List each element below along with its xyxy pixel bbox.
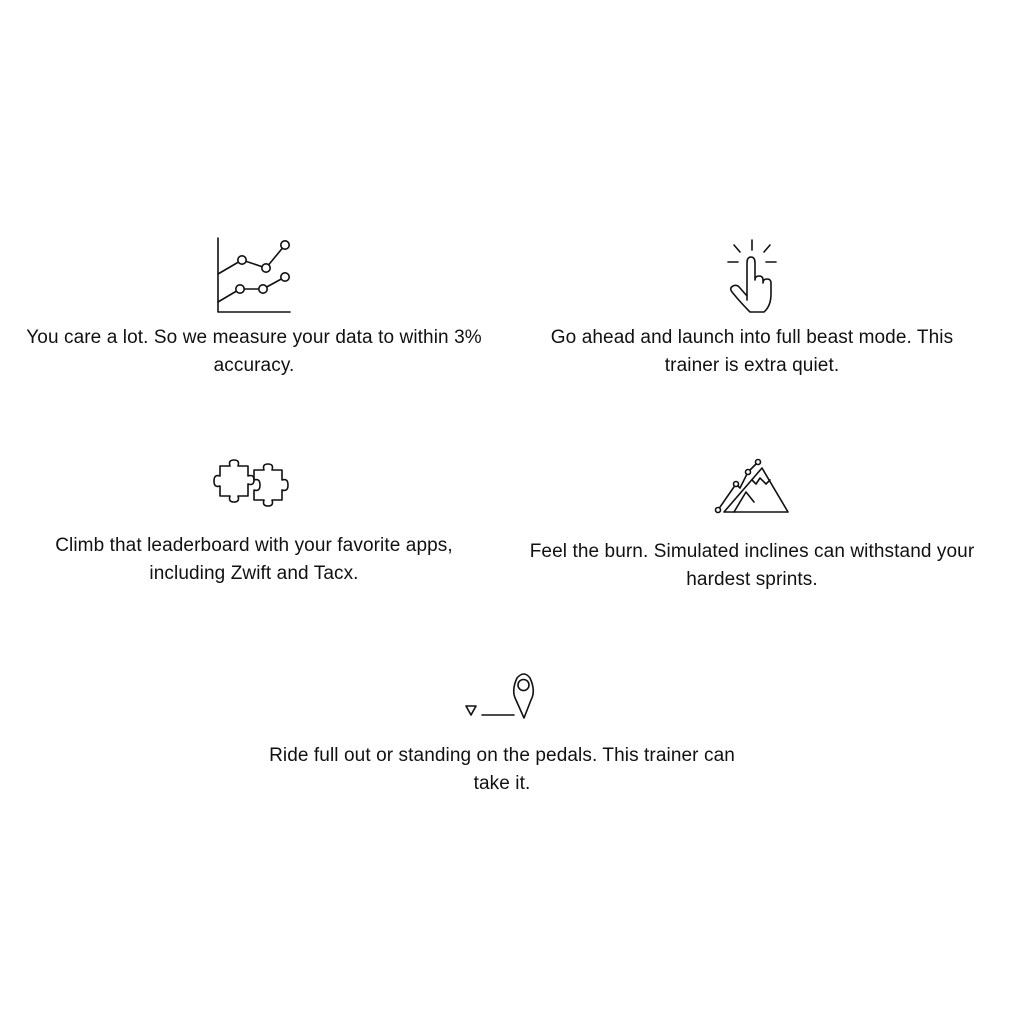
feature-incline — [502, 458, 1002, 594]
feature-stable — [262, 670, 742, 798]
puzzle-pieces-icon — [216, 458, 292, 508]
feature-caption: Go ahead and launch into full beast mode. This trainer is extra quiet. — [550, 327, 954, 376]
feature-caption: Feel the burn. Simulated inclines can withstand your hardest sprints. — [529, 541, 975, 590]
location-route-icon — [464, 670, 540, 720]
feature-caption: Climb that leaderboard with your favorite apps, including Zwift and Tacx. — [55, 535, 453, 584]
feature-accuracy — [24, 236, 484, 380]
feature-apps — [24, 458, 484, 588]
feature-caption: Ride full out or standing on the pedals. This trainer can take it. — [269, 745, 735, 794]
feature-quiet — [522, 236, 982, 380]
mountain-route-icon — [714, 458, 790, 514]
line-chart-icon — [216, 236, 292, 314]
feature-caption: You care a lot. So we measure your data to within 3% accuracy. — [26, 327, 482, 376]
tap-hand-icon — [726, 236, 778, 314]
